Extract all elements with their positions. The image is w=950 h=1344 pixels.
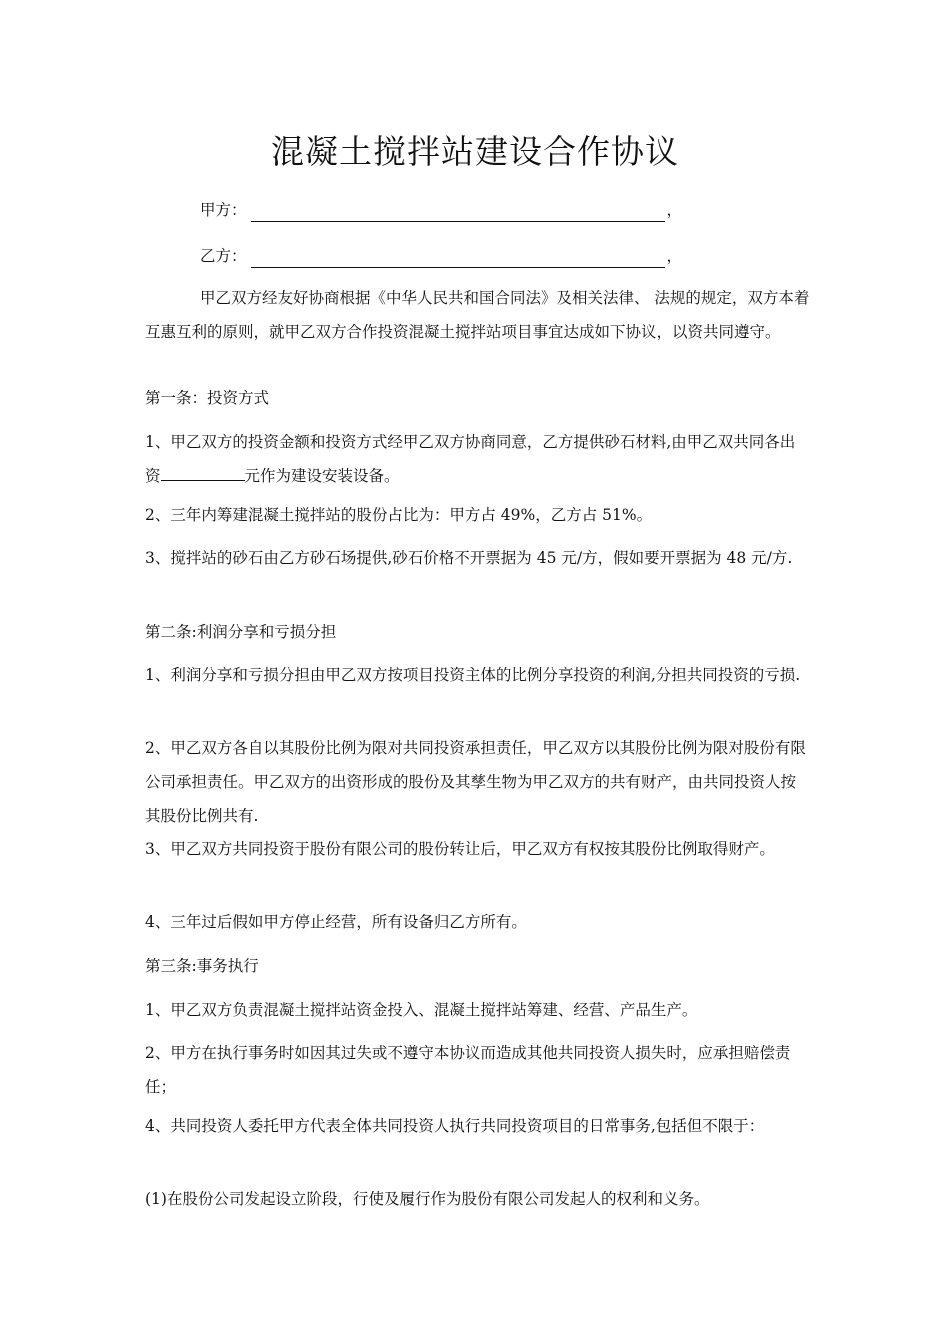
article-3-clause-2: 2、甲方在执行事务时如因其过失或不遵守本协议而造成其他共同投资人损失时，应承担赔偿责任； (145, 1044, 791, 1096)
article-3-clause-4: 4、共同投资人委托甲方代表全体共同投资人执行共同投资项目的日常事务,包括但不限于： (145, 1117, 765, 1135)
article-1-clause-1-text-a: 1、甲乙双方的投资金额和投资方式经甲乙双方协商同意，乙方提供砂石材料,由甲乙双共同各出资 (145, 433, 796, 485)
article-1-clause-1-text-b: 元作为建设安装设备。 (244, 467, 400, 485)
article-3-clause-1: 1、甲乙双方负责混凝土搅拌站资金投入、混凝土搅拌站筹建、经营、产品生产。 (145, 1001, 698, 1019)
article-3-clause-4-item-1: (1)在股份公司发起设立阶段，行使及履行作为股份有限公司发起人的权利和义务。 (145, 1190, 710, 1208)
party-a-end: ， (666, 201, 683, 219)
document-title: 混凝土搅拌站建设合作协议 (271, 132, 679, 171)
article-2-clause-3: 3、甲乙双方共同投资于股份有限公司的股份转让后，甲乙双方有权按其股份比例取得财产。 (145, 840, 775, 858)
article-2-title: 第二条:利润分享和亏损分担 (145, 623, 337, 641)
intro-paragraph: 甲乙双方经友好协商根据《中华人民共和国合同法》及相关法律、 法规的规定，双方本着互惠互利的原则，就甲乙双方合作投资混凝土搅拌站项目事宜达成如下协议，以资共同遵守。 (145, 289, 810, 341)
party-a-blank (251, 203, 665, 222)
party-b-blank (251, 249, 665, 268)
article-3-title: 第三条:事务执行 (145, 957, 259, 975)
article-1-clause-1 (145, 425, 810, 493)
article-2-clause-4: 4、三年过后假如甲方停止经营，所有设备归乙方所有。 (145, 913, 527, 931)
party-b-end: ， (666, 247, 683, 265)
article-1-clause-3: 3、搅拌站的砂石由乙方砂石场提供,砂石价格不开票据为 45 元/方，假如要开票据为 48 元/方. (145, 549, 793, 567)
article-2-clause-2: 2、甲乙双方各自以其股份比例为限对共同投资承担责任，甲乙双方以其股份比例为限对股份有限公司承担责任。甲乙双方的出资形成的股份及其孳生物为甲乙双方的共有财产，由共同投资人按其股份比例共有. (145, 739, 806, 825)
article-2-clause-1: 1、利润分享和亏损分担由甲乙双方按项目投资主体的比例分享投资的利润,分担共同投资的亏损. (145, 666, 801, 684)
party-a-label: 甲方： (200, 201, 247, 219)
party-b-line (200, 244, 682, 268)
amount-blank (161, 464, 245, 481)
party-b-label: 乙方： (200, 247, 247, 265)
article-1-clause-2: 2、三年内筹建混凝土搅拌站的股份占比为：甲方占 49%，乙方占 51%。 (145, 506, 653, 524)
party-a-line (200, 198, 682, 222)
article-1-title: 第一条：投资方式 (145, 389, 270, 407)
